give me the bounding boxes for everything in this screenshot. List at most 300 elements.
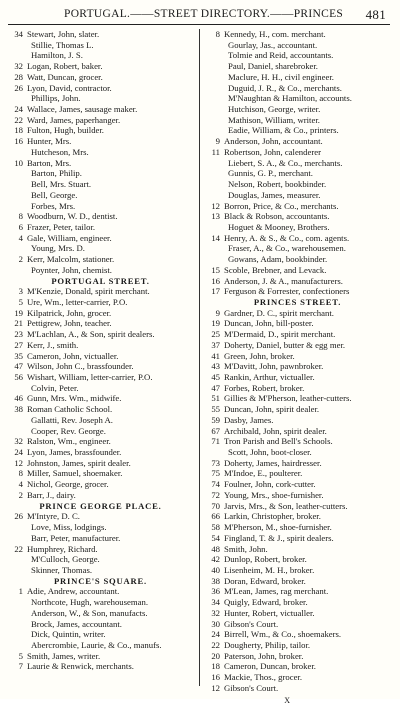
entry-text: Liebert, S. A., & Co., merchants. — [228, 157, 343, 168]
house-number: 23 — [14, 329, 23, 340]
entry-text: Colvin, Peter. — [31, 382, 79, 393]
entry-text: Rankin, Arthur, victualler. — [224, 372, 315, 382]
house-number: 37 — [211, 339, 220, 350]
house-number: 8 — [18, 211, 23, 222]
directory-entry — [8, 104, 193, 115]
directory-entry — [205, 147, 390, 158]
directory-entry — [205, 61, 390, 72]
directory-entry — [8, 511, 193, 522]
entry-text: Logan, Robert, baker. — [27, 61, 103, 72]
entry-text: M'Pherson, M., shoe-furnisher. — [224, 522, 332, 533]
house-number — [8, 93, 23, 104]
house-number — [205, 243, 220, 254]
house-number: 55 — [211, 404, 220, 415]
entry-text: Smith, James, writer. — [27, 650, 101, 661]
directory-entry — [8, 426, 193, 437]
entry-text: Doherty, James, hairdresser. — [224, 457, 322, 468]
house-number: 26 — [14, 511, 23, 522]
entry-text: Northcote, Hugh, warehouseman. — [31, 597, 149, 608]
house-number: 7 — [18, 661, 23, 672]
directory-entry — [205, 533, 390, 544]
entry-text: Pettigrew, John, teacher. — [27, 318, 112, 329]
entry-text: Anderson, J. & A., manufacturers. — [224, 275, 343, 286]
house-number: 75 — [211, 468, 220, 479]
house-number: 8 — [18, 468, 23, 479]
directory-entry — [205, 640, 390, 651]
entry-text: Doherty, Daniel, butter & egg mer. — [224, 339, 346, 350]
house-number: 41 — [211, 350, 220, 361]
directory-entry — [205, 629, 390, 640]
house-number: 54 — [211, 532, 220, 543]
directory-entry — [205, 372, 390, 383]
entry-text: Hunter, Mrs. — [27, 136, 72, 147]
house-number: 11 — [211, 146, 220, 157]
section-heading — [8, 576, 193, 587]
house-number: 1 — [18, 586, 23, 597]
house-number: 73 — [211, 457, 220, 468]
page-header — [8, 6, 390, 25]
house-number: 46 — [14, 393, 23, 404]
entry-text: Gillies & M'Pherson, leather-cutters. — [224, 393, 352, 404]
house-number — [8, 383, 23, 394]
house-number — [205, 40, 220, 51]
entry-text: Frazer, Peter, tailor. — [27, 221, 96, 232]
entry-text: Miller, Samuel, shoemaker. — [27, 468, 123, 479]
house-number: 47 — [14, 361, 23, 372]
directory-entry — [205, 104, 390, 115]
directory-entry — [8, 608, 193, 619]
entry-text: Brock, James, accountant. — [31, 618, 122, 629]
entry-text: Hamilton, J. S. — [31, 50, 83, 61]
directory-entry — [205, 661, 390, 672]
entry-text: Tron Parish and Bell's Schools. — [224, 436, 333, 447]
house-number: 25 — [211, 329, 220, 340]
entry-text: Doran, Edward, broker. — [224, 575, 306, 586]
directory-entry — [8, 286, 193, 297]
house-number — [8, 608, 23, 619]
directory-entry — [205, 318, 390, 329]
entry-text: Dougherty, Philip, tailor. — [224, 639, 311, 650]
directory-entry — [8, 415, 193, 426]
house-number: 47 — [211, 382, 220, 393]
directory-entry — [8, 29, 193, 40]
section-heading — [205, 297, 390, 308]
directory-entry — [8, 83, 193, 94]
directory-entry — [8, 93, 193, 104]
entry-text: Foulner, John, cork-cutter. — [224, 479, 316, 490]
house-number — [8, 40, 23, 51]
house-number: 17 — [211, 286, 220, 297]
entry-text: Nelson, Robert, bookbinder. — [228, 179, 327, 190]
directory-entry — [205, 179, 390, 190]
directory-entry — [205, 404, 390, 415]
house-number — [205, 447, 220, 458]
directory-entry — [205, 276, 390, 287]
entry-text: M'Kenzie, Donald, spirit merchant. — [27, 286, 150, 297]
entry-text: Douglas, James, measurer. — [228, 189, 321, 200]
section-heading-text: PORTUGAL STREET. — [51, 275, 150, 286]
directory-entry — [8, 351, 193, 362]
house-number — [8, 179, 23, 190]
directory-entry — [8, 136, 193, 147]
house-number: 22 — [14, 114, 23, 125]
directory-entry — [205, 479, 390, 490]
directory-entry — [205, 415, 390, 426]
directory-entry — [8, 297, 193, 308]
directory-entry — [205, 83, 390, 94]
page-number: 481 — [365, 7, 386, 22]
entry-text: Smith, John. — [224, 543, 268, 554]
house-number — [8, 533, 23, 544]
entry-text: Mackie, Thos., grocer. — [224, 672, 303, 683]
entry-text: Gallatti, Rev. Joseph A. — [31, 414, 113, 425]
directory-entry — [8, 383, 193, 394]
directory-entry — [8, 233, 193, 244]
section-heading-text: PRINCE'S SQUARE. — [53, 575, 148, 586]
entry-text: Humphrey, Richard. — [27, 543, 98, 554]
section-heading-text: PRINCE GEORGE PLACE. — [39, 500, 162, 511]
house-number: 16 — [14, 136, 23, 147]
entry-text: Quigly, Edward, broker. — [224, 597, 308, 608]
house-number: 42 — [211, 554, 220, 565]
entry-text: Fraser, A., & Co., warehousemen. — [228, 243, 346, 254]
house-number: 2 — [18, 254, 23, 265]
entry-text: Barton, Philip. — [31, 168, 82, 179]
entry-text: M'Indoe, E., poulterer. — [224, 468, 303, 479]
entry-text: Poynter, John, chemist. — [31, 264, 112, 275]
house-number: 32 — [211, 607, 220, 618]
directory-entry — [205, 265, 390, 276]
house-number — [8, 426, 23, 437]
entry-text: Scoble, Brebner, and Levack. — [224, 264, 327, 275]
directory-entry — [8, 265, 193, 276]
entry-text: Wilson, John C., brassfounder. — [27, 361, 134, 372]
entry-text: M'Dermaid, D., spirit merchant. — [224, 329, 336, 340]
directory-entry — [8, 372, 193, 383]
house-number — [205, 93, 220, 104]
running-title: PORTUGAL.——STREET DIRECTORY.——PRINCES — [64, 8, 344, 20]
directory-entry — [205, 426, 390, 437]
house-number: 14 — [211, 232, 220, 243]
house-number — [205, 61, 220, 72]
entry-text: Kerr, Malcolm, stationer. — [27, 254, 115, 265]
entry-text: Johnston, James, spirit dealer. — [27, 457, 131, 468]
directory-entry — [205, 544, 390, 555]
entry-text: Skinner, Thomas. — [31, 564, 93, 575]
entry-text: Hunter, Robert, victualler. — [224, 607, 315, 618]
entry-text: M'Davitt, John, pawnbroker. — [224, 361, 324, 372]
directory-entry — [205, 458, 390, 469]
house-number: 32 — [14, 61, 23, 72]
directory-entry — [205, 125, 390, 136]
entry-text: Bell, George. — [31, 189, 78, 200]
entry-text: Paul, Daniel, sharebroker. — [228, 61, 318, 72]
entry-text: Borron, Price, & Co., merchants. — [224, 200, 339, 211]
house-number: 43 — [211, 361, 220, 372]
directory-entry — [8, 479, 193, 490]
house-number: 12 — [211, 682, 220, 693]
directory-entry — [8, 404, 193, 415]
house-number — [205, 50, 220, 61]
entry-text: Cooper, Rev. George. — [31, 425, 106, 436]
house-number — [8, 629, 23, 640]
entry-text: Ure, Wm., letter-carrier, P.O. — [27, 296, 128, 307]
directory-entry — [8, 61, 193, 72]
entry-text: Scott, John, boot-closer. — [228, 447, 312, 458]
directory-entry — [8, 619, 193, 630]
entry-text: Watt, Duncan, grocer. — [27, 71, 103, 82]
directory-entry — [205, 211, 390, 222]
house-number: 27 — [14, 339, 23, 350]
house-number — [8, 597, 23, 608]
house-number — [205, 115, 220, 126]
directory-entry — [205, 501, 390, 512]
house-number: 6 — [18, 221, 23, 232]
directory-entry — [8, 490, 193, 501]
house-number — [8, 168, 23, 179]
house-number: 30 — [211, 618, 220, 629]
entry-text: Anderson, John, accountant. — [224, 136, 323, 147]
entry-text: Cameron, John, victualler. — [27, 350, 119, 361]
directory-entry — [8, 72, 193, 83]
directory-entry — [205, 351, 390, 362]
directory-entry — [205, 201, 390, 212]
entry-text: Wallace, James, sausage maker. — [27, 104, 138, 115]
house-number: 5 — [18, 650, 23, 661]
directory-entry — [205, 93, 390, 104]
entry-text: Ferguson & Forrester, confectioners — [224, 286, 350, 297]
house-number: 72 — [211, 489, 220, 500]
house-number: 26 — [14, 82, 23, 93]
directory-entry — [8, 179, 193, 190]
entry-text: Archibald, John, spirit dealer. — [224, 425, 327, 436]
entry-text: Ralston, Wm., engineer. — [27, 436, 111, 447]
directory-entry — [205, 597, 390, 608]
directory-entry — [8, 522, 193, 533]
house-number: 16 — [211, 672, 220, 683]
house-number: 18 — [14, 125, 23, 136]
entry-text: M'Intyre, D. C. — [27, 511, 80, 522]
entry-text: Nichol, George, grocer. — [27, 479, 109, 490]
entry-text: Forbes, Mrs. — [31, 200, 76, 211]
house-number: 24 — [14, 104, 23, 115]
entry-text: Gibson's Court. — [224, 618, 279, 629]
house-number: 8 — [215, 29, 220, 39]
directory-entry — [8, 544, 193, 555]
directory-entry — [205, 168, 390, 179]
entry-text: Duncan, John, bill-poster. — [224, 318, 314, 329]
directory-entry — [8, 361, 193, 372]
entry-text: Barr, J., dairy. — [27, 489, 76, 500]
entry-text: Duncan, John, spirit dealer. — [224, 404, 320, 415]
house-number: 18 — [211, 661, 220, 672]
entry-text: Larkin, Christopher, broker. — [224, 511, 321, 522]
house-number: 21 — [14, 318, 23, 329]
entry-text: Duguid, J. R., & Co., merchants. — [228, 82, 342, 93]
house-number: 9 — [215, 136, 220, 147]
entry-text: Lisenheim, M. H., broker. — [224, 564, 315, 575]
entry-text: Paterson, John, broker. — [224, 650, 304, 661]
house-number: 56 — [14, 372, 23, 382]
house-number: 67 — [211, 425, 220, 436]
entry-text: Gale, William, engineer. — [27, 232, 112, 243]
section-heading — [8, 276, 193, 287]
entry-text: Tolmie and Reid, accountants. — [228, 50, 334, 61]
entry-text: Dunlop, Robert, broker. — [224, 554, 307, 565]
entry-text: Dasby, James. — [224, 414, 274, 425]
signature-mark: X — [284, 695, 290, 705]
directory-entry — [205, 468, 390, 479]
house-number: 51 — [211, 393, 220, 404]
directory-entry — [205, 286, 390, 297]
directory-entry — [205, 233, 390, 244]
house-number — [205, 104, 220, 115]
directory-entry — [205, 243, 390, 254]
entry-text: Lyon, James, brassfounder. — [27, 447, 122, 458]
house-number — [205, 190, 220, 201]
directory-entry — [8, 308, 193, 319]
entry-text: Forbes, Robert, broker. — [224, 382, 305, 393]
house-number: 28 — [14, 71, 23, 82]
house-number: 59 — [211, 414, 220, 425]
directory-entry — [205, 361, 390, 372]
directory-entry — [205, 447, 390, 458]
directory-entry — [8, 318, 193, 329]
directory-entry — [8, 651, 193, 662]
entry-text: Stewart, John, slater. — [27, 29, 100, 39]
directory-entry — [8, 661, 193, 672]
entry-text: Adie, Andrew, accountant. — [27, 586, 120, 597]
directory-entry — [8, 640, 193, 651]
entry-text: Laurie & Renwick, merchants. — [27, 661, 134, 672]
entry-text: Hutchison, George, writer. — [228, 104, 321, 115]
house-number: 36 — [211, 586, 220, 597]
entry-text: Gunn, Mrs. Wm., midwife. — [27, 393, 122, 404]
directory-entry — [205, 136, 390, 147]
entry-text: Hutcheson, Mrs. — [31, 146, 89, 157]
house-number: 13 — [211, 211, 220, 222]
directory-entry — [205, 511, 390, 522]
entry-text: Young, Mrs., shoe-furnisher. — [224, 489, 324, 500]
entry-text: Ward, James, paperhanger. — [27, 114, 121, 125]
entry-text: Cameron, Duncan, broker. — [224, 661, 316, 672]
entry-text: Woodburn, W. D., dentist. — [27, 211, 118, 222]
section-heading-text: PRINCES STREET. — [253, 296, 342, 307]
directory-entry — [205, 619, 390, 630]
directory-entry — [8, 158, 193, 169]
house-number — [205, 158, 220, 169]
directory-entry — [8, 329, 193, 340]
house-number: 66 — [211, 511, 220, 522]
directory-entry — [8, 211, 193, 222]
directory-entry — [205, 340, 390, 351]
directory-entry — [8, 115, 193, 126]
house-number — [8, 201, 23, 212]
house-number: 19 — [14, 307, 23, 318]
entry-text: Jarvis, Mrs., & Son, leather-cutters. — [224, 500, 348, 511]
house-number — [205, 222, 220, 233]
entry-text: Kilpatrick, John, grocer. — [27, 307, 112, 318]
entry-text: Fingland, T. & J., spirit dealers. — [224, 532, 334, 543]
house-number: 38 — [14, 404, 23, 415]
house-number: 38 — [211, 575, 220, 586]
house-number — [205, 72, 220, 83]
directory-entry — [8, 147, 193, 158]
house-number: 32 — [14, 436, 23, 447]
entry-text: Gowans, Adam, bookbinder. — [228, 254, 328, 265]
house-number: 71 — [211, 436, 220, 447]
house-number — [205, 179, 220, 190]
entry-text: M'Lachlan, A., & Son, spirit dealers. — [27, 329, 155, 340]
directory-entry — [8, 243, 193, 254]
directory-entry — [205, 158, 390, 169]
directory-entry — [205, 72, 390, 83]
entry-text: Dick, Quintin, writer. — [31, 629, 106, 640]
entry-text: Gardner, D. C., spirit merchant. — [224, 307, 334, 318]
entry-text: Young, Mrs. D. — [31, 243, 85, 254]
house-number: 12 — [211, 200, 220, 211]
house-number: 40 — [211, 564, 220, 575]
house-number: 10 — [14, 157, 23, 168]
house-number: 24 — [211, 629, 220, 640]
house-number: 35 — [14, 350, 23, 361]
directory-entry — [205, 522, 390, 533]
house-number — [205, 254, 220, 265]
house-number — [205, 83, 220, 94]
house-number: 20 — [211, 650, 220, 661]
house-number — [8, 265, 23, 276]
entry-text: Mathison, William, writer. — [228, 114, 320, 125]
directory-entry — [205, 651, 390, 662]
column-rule — [199, 29, 200, 686]
directory-entry — [8, 340, 193, 351]
house-number: 74 — [211, 479, 220, 490]
house-number: 24 — [14, 447, 23, 458]
directory-entry — [205, 490, 390, 501]
entry-text: Love, Miss, lodgings. — [31, 522, 107, 533]
directory-entry — [205, 254, 390, 265]
entry-text: Birrell, Wm., & Co., shoemakers. — [224, 629, 342, 640]
house-number: 3 — [18, 286, 23, 297]
entry-text: Stillie, Thomas L. — [31, 39, 94, 50]
directory-entry — [205, 683, 390, 694]
section-heading — [8, 501, 193, 512]
entry-text: Gunnis, G. P., merchant. — [228, 168, 313, 179]
directory-entry — [8, 629, 193, 640]
directory-entry — [8, 565, 193, 576]
house-number: 15 — [211, 264, 220, 275]
house-number — [8, 640, 23, 651]
house-number: 48 — [211, 543, 220, 554]
house-number: 16 — [211, 275, 220, 286]
entry-text: M'Naughtan & Hamilton, accounts. — [228, 93, 352, 104]
house-number — [8, 50, 23, 61]
directory-entry — [205, 40, 390, 51]
directory-entry — [8, 50, 193, 61]
house-number: 4 — [18, 232, 23, 243]
entry-text: Green, John, broker. — [224, 350, 295, 361]
house-number: 2 — [18, 489, 23, 500]
house-number: 45 — [211, 372, 220, 382]
directory-entry — [205, 29, 390, 40]
entry-text: Fulton, Hugh, builder. — [27, 125, 104, 136]
house-number — [8, 554, 23, 565]
entry-text: Black & Robson, accountants. — [224, 211, 330, 222]
directory-entry — [205, 565, 390, 576]
house-number — [8, 619, 23, 630]
house-number: 12 — [14, 457, 23, 468]
entry-text: M'Lean, James, rag merchant. — [224, 586, 329, 597]
